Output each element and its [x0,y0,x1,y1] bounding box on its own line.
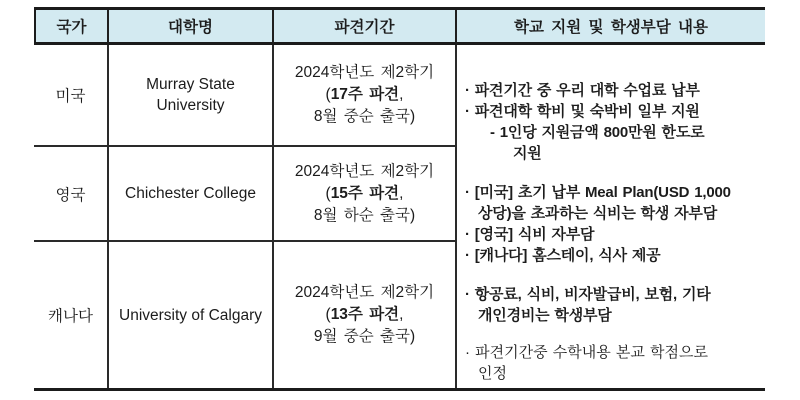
header-period: 파견기간 [274,10,457,45]
comma: , [399,86,404,103]
weeks-bold: 17주 파견 [330,86,400,103]
period-semester: 2024학년도 제2학기 [294,162,435,180]
support-line: · 파견대학 학비 및 숙박비 일부 지원 [465,103,700,120]
period-cell-uk [274,147,457,242]
support-line: 상당)을 초과하는 식비는 학생 자부담 [478,205,718,222]
support-line: 지원 [513,145,542,162]
country-cell-uk [34,147,109,242]
university-name-line: Murray State [146,76,235,93]
support-line: · 파견기간 중 우리 대학 수업료 납부 [465,82,700,99]
university-name-line: University [156,97,225,114]
header-country: 국가 [34,10,109,45]
weeks-bold: 15주 파견 [330,184,400,202]
university-cell-usa [109,45,274,147]
period-weeks [326,84,404,106]
period-departure: 9월 중순 출국) [313,328,416,345]
weeks-bold: 13주 파견 [330,306,400,323]
university-cell-uk [109,147,274,242]
country-label: 캐나다 [48,308,93,325]
period-departure: 8월 중순 출국) [313,108,416,125]
support-line: - 1인당 지원금액 800만원 한도로 [490,124,705,141]
university-name-line: Chichester College [125,185,256,202]
country-cell-usa [34,45,109,147]
support-line: · [영국] 식비 자부담 [465,226,595,243]
paren-open: ( [325,184,331,202]
support-line: · 항공료, 식비, 비자발급비, 보험, 기타 [465,286,711,303]
support-line: · [캐나다] 홈스테이, 식사 제공 [465,247,661,264]
header-university: 대학명 [109,10,274,45]
period-weeks [326,183,404,205]
university-cell-canada [109,242,274,388]
comma: , [399,184,404,202]
country-cell-canada [34,242,109,388]
period-weeks [326,304,404,326]
support-line: 인정 [478,365,507,382]
support-line: 개인경비는 학생부담 [478,307,612,324]
period-cell-canada [274,242,457,388]
period-semester: 2024학년도 제2학기 [294,64,435,81]
paren-open: ( [325,306,331,323]
country-label: 미국 [55,88,86,105]
period-cell-usa [274,45,457,147]
comma: , [399,306,404,323]
paren-open: ( [325,86,331,103]
support-line: · 파견기간중 수학내용 본교 학점으로 [465,344,709,361]
header-support: 학교 지원 및 학생부담 내용 [457,10,765,45]
country-label: 영국 [55,186,86,204]
period-semester: 2024학년도 제2학기 [294,284,435,301]
support-line: · [미국] 초기 납부 Meal Plan(USD 1,000 [465,184,731,201]
period-departure: 8월 하순 출국) [313,206,416,224]
exchange-program-table [34,7,765,391]
support-details-cell [457,45,765,388]
university-name-line: University of Calgary [119,306,262,324]
